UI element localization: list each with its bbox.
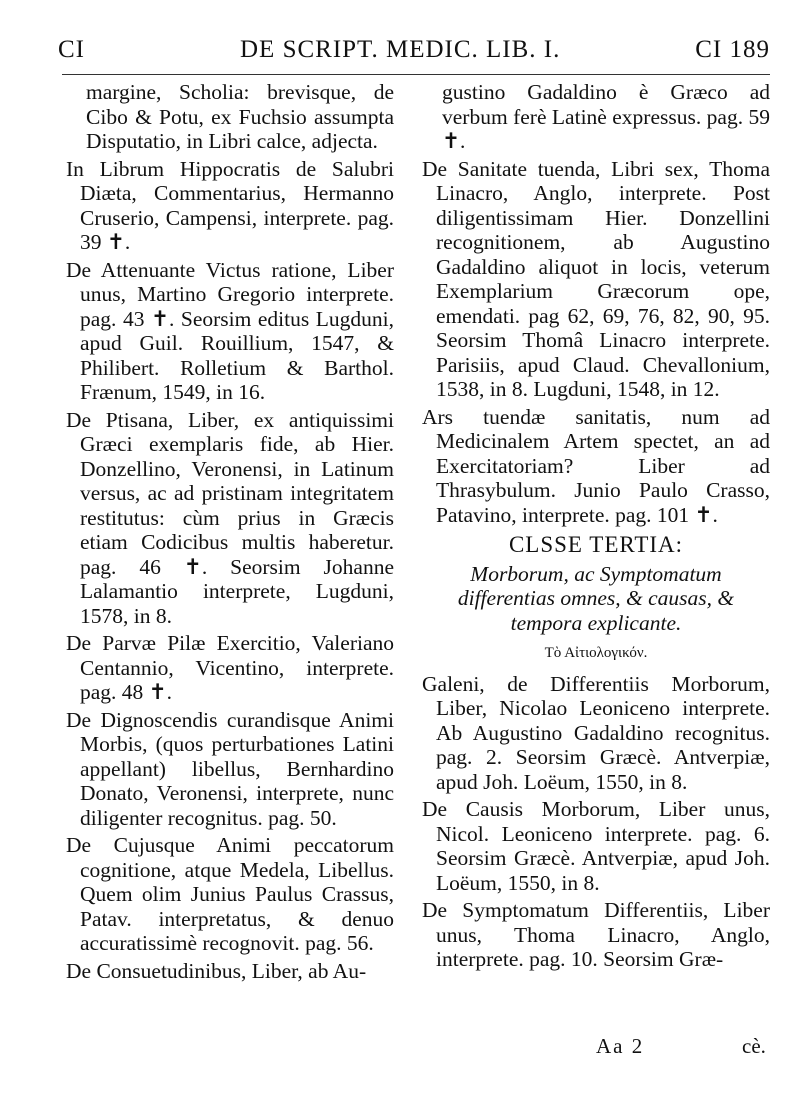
- catchword: cè.: [742, 1034, 766, 1058]
- list-item: De Symptomatum Differentiis, Liber unus, Thoma Linacro, Anglo, interprete. pag. 10. Seorsim Græ-: [422, 898, 770, 971]
- list-item: De Ptisana, Liber, ex antiquissimi Græci exemplaris fide, ab Hier. Donzellino, Veronensi, in Latinum versus, ac ad pristinam integritatem restitutus: cùm prius in Græcis etiam Codicibus multis haberetur. pag. 46 ✝. Seorsim Johanne Lalamantio interprete, Lugduni, 1578, in 8.: [66, 407, 394, 628]
- header-rule: [62, 74, 770, 75]
- list-item: De Cujusque Animi peccatorum cognitione, atque Medela, Libellus. Quem olim Junius Paulus Crassus, Patav. interpretatus, & denuo accuratissimè recognovit. pag. 56.: [66, 833, 394, 955]
- header-title: DE SCRIPT. MEDIC. LIB. I.: [240, 36, 561, 63]
- list-item: De Dignoscendis curandisque Animi Morbis, (quos perturbationes Latini appellant) libellus, Bernhardino Donato, Veronensi, interprete, nunc diligenter recognitus. pag. 50.: [66, 707, 394, 830]
- signature-mark: Aa 2: [596, 1034, 645, 1058]
- header-left-marker: CI: [58, 36, 85, 63]
- left-column: [66, 80, 394, 986]
- right-column: [422, 80, 770, 975]
- list-item: De Parvæ Pilæ Exercitio, Valeriano Centannio, Vicentino, interprete. pag. 48 ✝.: [66, 631, 394, 704]
- header-page-number: CI 189: [695, 36, 770, 63]
- list-item: De Consuetudinibus, Liber, ab Au-: [66, 958, 367, 983]
- list-item: De Attenuante Victus ratione, Liber unus, Martino Gregorio interprete. pag. 43 ✝. Seorsim editus Lugduni, apud Guil. Rouillium, 1547, & Philibert. Rolletium & Barthol. Frænum, 1549, in 16.: [66, 257, 394, 404]
- section-heading: CLSSE TERTIA:: [508, 532, 684, 557]
- list-item: In Librum Hippocratis de Salubri Diæta, Commentarius, Hermanno Cruserio, Campensi, interprete. pag. 39 ✝.: [66, 156, 394, 254]
- list-item: margine, Scholia: brevisque, de Cibo & Potu, ex Fuchsio assumpta Disputatio, in Libri calce, adjecta.: [86, 80, 394, 153]
- running-header: [58, 30, 770, 74]
- greek-title: Τὸ Αἰτιολογικόν.: [544, 645, 648, 661]
- list-item: Ars tuendæ sanitatis, num ad Medicinalem Artem spectet, an ad Exercitatoriam? Liber ad Thrasybulum. Junio Paulo Crasso, Patavino, interprete. pag. 101 ✝.: [422, 404, 770, 527]
- list-item: De Sanitate tuenda, Libri sex, Thoma Linacro, Anglo, interprete. Post diligentissimam Hier. Donzellini recognitionem, ab Augustino Gadaldino aliquot in locis, veterum Exemplarium Græcorum ope, emendati. pag 62, 69, 76, 82, 90, 95. Seorsim Thomâ Linacro interprete. Parisiis, apud Claud. Chevallonium, 1538, in 8. Lugduni, 1548, in 12.: [422, 156, 770, 401]
- section-subheading: Morborum, ac Symptomatum differentias omnes, & causas, & tempora explicante.: [457, 561, 735, 635]
- list-item: gustino Gadaldino è Græco ad verbum ferè Latinè expressus. pag. 59 ✝.: [442, 80, 770, 153]
- list-item: Galeni, de Differentiis Morborum, Liber, Nicolao Leoniceno interprete. Ab Augustino Gadaldino recognitus. pag. 2. Seorsim Græcè. Antverpiæ, apud Joh. Loëum, 1550, in 8.: [422, 671, 770, 794]
- list-item: De Causis Morborum, Liber unus, Nicol. Leoniceno interprete. pag. 6. Seorsim Græcè. Antverpiæ, apud Joh. Loëum, 1550, in 8.: [422, 797, 770, 895]
